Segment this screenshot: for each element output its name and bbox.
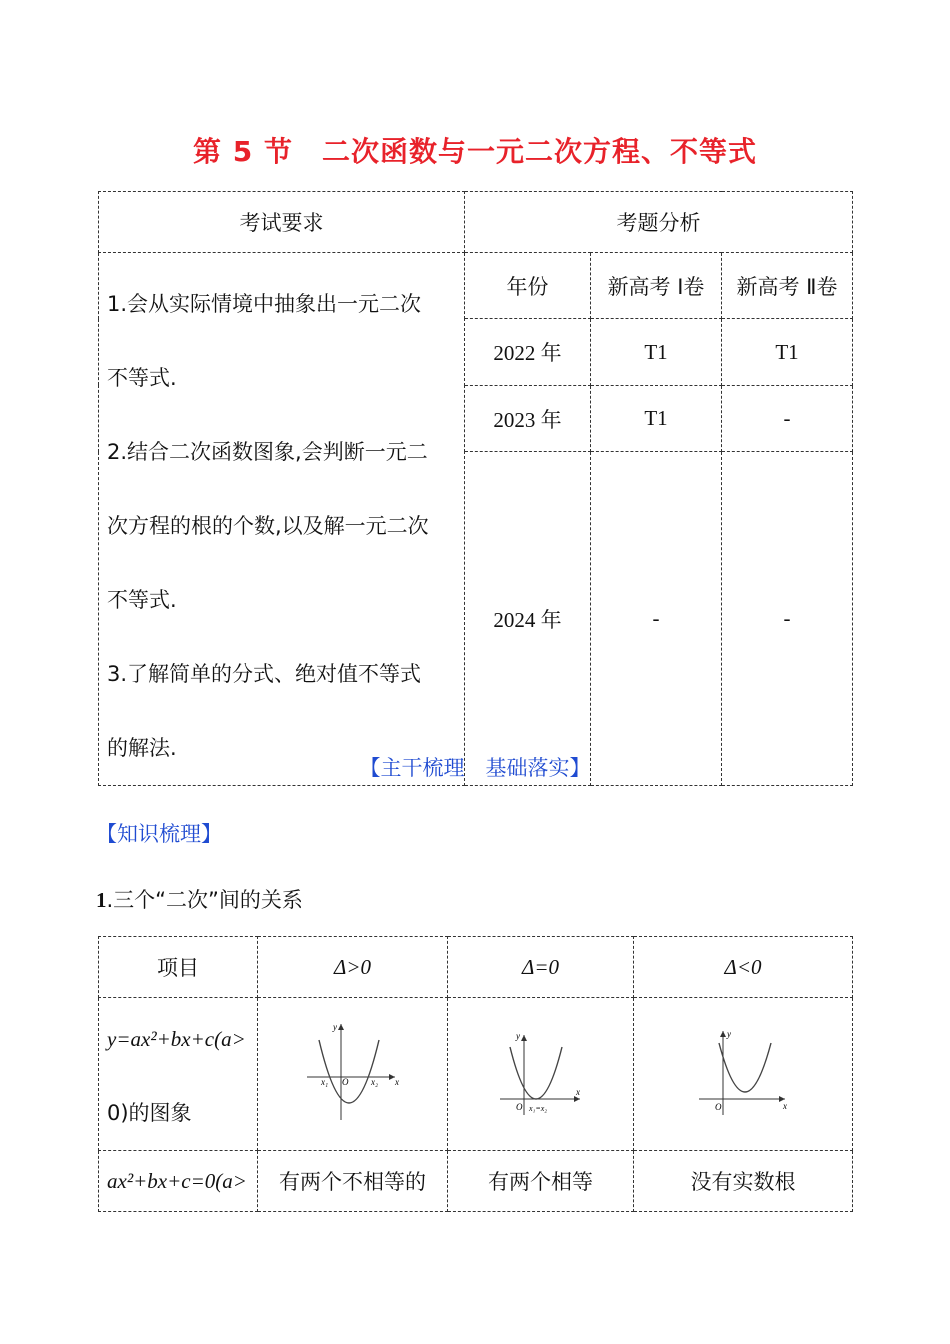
item-1-heading xyxy=(96,884,303,914)
requirement-line: 的解法. xyxy=(107,736,177,760)
header-item: 项目 xyxy=(99,937,258,998)
svg-text:O: O xyxy=(715,1101,722,1112)
requirement-line: 不等式. xyxy=(107,588,177,612)
page-title: 第 5 节 二次函数与一元二次方程、不等式 xyxy=(193,135,757,168)
svg-text:x: x xyxy=(783,1100,787,1111)
parabola-no-roots-graph xyxy=(693,1025,793,1119)
col-year: 年份 xyxy=(465,253,591,319)
requirement-line: 次方程的根的个数,以及解一元二次 xyxy=(107,514,429,538)
header-question-analysis: 考题分析 xyxy=(465,192,853,253)
requirement-line: 不等式. xyxy=(107,366,177,390)
requirement-line: 1.会从实际情境中抽象出一元二次 xyxy=(107,292,422,316)
col-paper-1: 新高考 Ⅰ卷 xyxy=(591,253,722,319)
graph-no-roots xyxy=(634,998,853,1151)
svg-text:x: x xyxy=(575,1086,580,1097)
paper1-cell: T1 xyxy=(591,319,722,385)
header-exam-requirements: 考试要求 xyxy=(99,192,465,253)
svg-text:x₂: x₂ xyxy=(370,1076,378,1087)
paper2-cell: T1 xyxy=(722,319,853,385)
graph-two-roots xyxy=(258,998,448,1151)
parabola-one-root-graph xyxy=(496,1025,586,1119)
svg-text:y: y xyxy=(515,1030,520,1041)
requirement-line: 3.了解简单的分式、绝对值不等式 xyxy=(107,662,422,686)
parabola-two-roots-graph xyxy=(303,1020,403,1124)
two-equal-roots-cell: 有两个相等 xyxy=(448,1151,634,1212)
year-cell: 2022 年 xyxy=(465,319,591,385)
exam-requirements-table xyxy=(98,191,853,786)
svg-text:x: x xyxy=(394,1076,399,1087)
svg-text:y: y xyxy=(332,1021,337,1032)
svg-text:O: O xyxy=(515,1101,522,1112)
item-number: 1 xyxy=(96,888,107,912)
function-label: y=ax²+bx+c(a> xyxy=(107,1027,246,1051)
graph-one-root xyxy=(448,998,634,1151)
graph-label: 0)的图象 xyxy=(107,1101,192,1125)
year-cell: 2023 年 xyxy=(465,385,591,451)
graph-row-label xyxy=(99,998,258,1151)
quadratic-relations-table xyxy=(98,936,853,1212)
header-delta-negative: Δ<0 xyxy=(634,937,853,998)
svg-text:y: y xyxy=(727,1028,731,1039)
svg-text:x₁: x₁ xyxy=(320,1076,328,1087)
paper1-cell: T1 xyxy=(591,385,722,451)
two-distinct-roots-cell: 有两个不相等的 xyxy=(258,1151,448,1212)
requirement-line: 2.结合二次函数图象,会判断一元二 xyxy=(107,440,428,464)
paper2-cell: - xyxy=(722,385,853,451)
header-delta-zero: Δ=0 xyxy=(448,937,634,998)
section-banner: 【主干梳理 基础落实】 xyxy=(359,756,591,780)
svg-text:x₁=x₂: x₁=x₂ xyxy=(528,1103,547,1113)
paper1-cell: - xyxy=(591,452,722,786)
header-delta-positive: Δ>0 xyxy=(258,937,448,998)
item-text: .三个“二次”间的关系 xyxy=(106,888,303,912)
no-real-roots-cell: 没有实数根 xyxy=(634,1151,853,1212)
requirements-cell xyxy=(99,253,465,786)
year-cell: 2024 年 xyxy=(465,452,591,786)
col-paper-2: 新高考 Ⅱ卷 xyxy=(722,253,853,319)
equation-row-label: ax²+bx+c=0(a> xyxy=(99,1151,258,1212)
knowledge-header: 【知识梳理】 xyxy=(96,822,222,846)
paper2-cell: - xyxy=(722,452,853,786)
svg-text:O: O xyxy=(341,1076,348,1087)
